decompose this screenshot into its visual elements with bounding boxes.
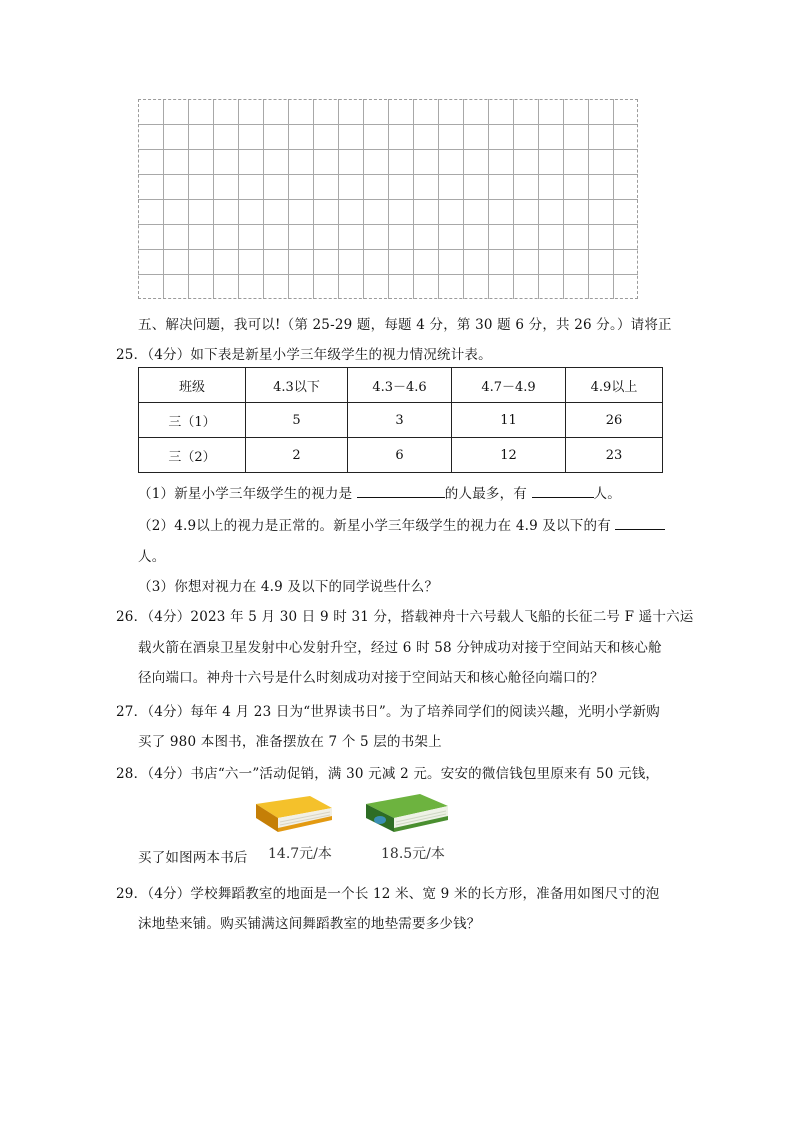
table-cell: 三（1）	[139, 403, 246, 438]
q26-line2: 载火箭在酒泉卫星发射中心发射升空，经过 6 时 58 分钟成功对接于空间站天和核心舱	[138, 640, 662, 656]
q25-sub1-text-c: 人。	[593, 486, 621, 502]
q25-sub2	[138, 514, 665, 534]
q25-sub1-text: （1）新星小学三年级学生的视力是	[138, 486, 353, 502]
table-cell: 12	[452, 438, 566, 473]
table-cell: 2	[246, 438, 348, 473]
q25-sub1-text-b: 的人最多，有	[444, 486, 527, 502]
q28-line2: 买了如图两本书后	[138, 850, 248, 866]
table-cell: 11	[452, 403, 566, 438]
table-header-cell: 班级	[139, 368, 246, 403]
q29-line2: 沫地垫来铺。购买铺满这间舞蹈教室的地垫需要多少钱？	[138, 916, 481, 932]
yellow-book-icon	[248, 792, 336, 838]
q27-line1: 27．（4分）每年 4 月 23 日为“世界读书日”。为了培养同学们的阅读兴趣，光明小学新购	[116, 704, 660, 720]
green-book-icon	[360, 790, 452, 838]
table-cell: 23	[566, 438, 663, 473]
q25-sub2-text: （2）4.9以上的视力是正常的。新星小学三年级学生的视力在 4.9 及以下的有	[138, 518, 611, 534]
q28-line1: 28．（4分）书店“六一”活动促销，满 30 元减 2 元。安安的微信钱包里原来有 50 元钱，	[116, 766, 660, 782]
table-header-cell: 4.3以下	[246, 368, 348, 403]
table-cell: 5	[246, 403, 348, 438]
section-heading: 五、解决问题，我可以!（第 25-29 题，每题 4 分，第 30 题 6 分，共 26 分。）请将正	[138, 317, 672, 333]
q29-line1: 29．（4分）学校舞蹈教室的地面是一个长 12 米、宽 9 米的长方形，准备用如图尺寸的泡	[116, 886, 660, 902]
q25-sub1	[138, 482, 621, 502]
table-cell: 6	[348, 438, 452, 473]
answer-grid	[138, 99, 638, 299]
q27-line2: 买了 980 本图书，准备摆放在 7 个 5 层的书架上	[138, 734, 442, 750]
answer-blank[interactable]	[357, 483, 445, 498]
table-row	[139, 403, 663, 438]
table-cell: 三（2）	[139, 438, 246, 473]
q25-sub2-tail: 人。	[138, 549, 166, 565]
vision-table	[138, 367, 663, 473]
book2-price: 18.5元/本	[381, 846, 445, 862]
table-cell: 26	[566, 403, 663, 438]
table-header-cell: 4.3－4.6	[348, 368, 452, 403]
table-header-row	[139, 368, 663, 403]
q26-line3: 径向端口。神舟十六号是什么时刻成功对接于空间站天和核心舱径向端口的？	[138, 670, 604, 686]
answer-blank[interactable]	[615, 515, 665, 530]
table-header-cell: 4.9以上	[566, 368, 663, 403]
table-cell: 3	[348, 403, 452, 438]
book1-price: 14.7元/本	[268, 846, 332, 862]
table-header-cell: 4.7－4.9	[452, 368, 566, 403]
table-row	[139, 438, 663, 473]
q25-stem: 25．（4分）如下表是新星小学三年级学生的视力情况统计表。	[116, 347, 492, 363]
answer-blank[interactable]	[532, 483, 594, 498]
q25-sub3: （3）你想对视力在 4.9 及以下的同学说些什么？	[138, 579, 439, 595]
q26-line1: 26．（4分）2023 年 5 月 30 日 9 时 31 分，搭载神舟十六号载人飞船的长征二号 F 遥十六运	[116, 609, 694, 625]
